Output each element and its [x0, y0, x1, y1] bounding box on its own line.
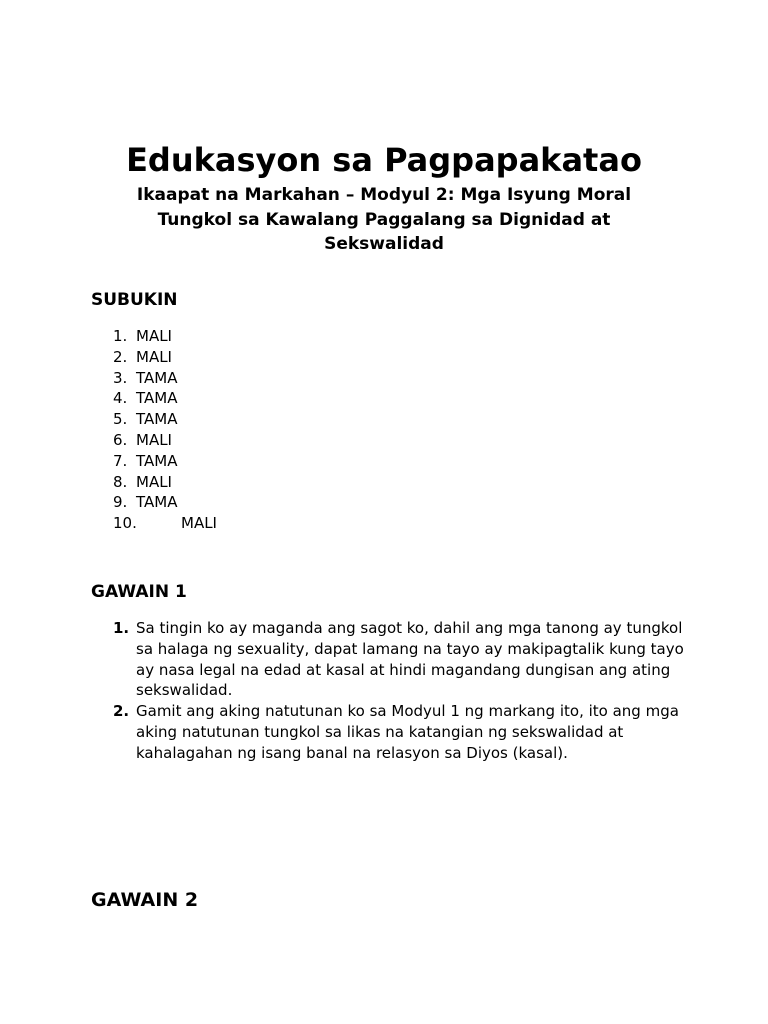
document-subtitle: Ikaapat na Markahan – Modyul 2: Mga Isyung Moral Tungkol sa Kawalang Paggalang sa Dignidad at Sekswalidad — [136, 185, 632, 254]
item-number: 1. — [113, 619, 130, 637]
item-answer: TAMA — [136, 451, 178, 470]
item-number: 1. — [113, 327, 128, 345]
item-text: Sa tingin ko ay maganda ang sagot ko, dahil ang mga tanong ay tungkol sa halaga ng sexuality, dapat lamang na tayo ay makipagtalik kung tayo ay nasa legal na edad at kasal at hindi magandang dungisan ang ating sekswalidad. — [136, 619, 684, 700]
list-item — [91, 618, 691, 701]
item-answer: MALI — [136, 472, 172, 491]
item-number: 9. — [113, 493, 128, 512]
item-text: Gamit ang aking natutunan ko sa Modyul 1 ng markang ito, ito ang mga aking natutunan tungkol sa likas na katangian ng sekswalidad at kahalagahan ng isang banal na relasyon sa Diyos (kasal). — [136, 702, 679, 762]
item-number: 8. — [113, 472, 128, 491]
section-heading-gawain-2: GAWAIN 2 — [91, 889, 199, 911]
item-number: 3. — [113, 368, 128, 387]
item-number: 7. — [113, 451, 128, 470]
item-answer: MALI — [136, 430, 172, 449]
item-number: 2. — [113, 347, 128, 366]
item-answer: TAMA — [136, 410, 178, 429]
section-heading-gawain-1: GAWAIN 1 — [91, 582, 187, 602]
item-answer: MALI — [136, 347, 172, 366]
section-heading-subukin: SUBUKIN — [91, 290, 178, 310]
item-answer: TAMA — [136, 389, 178, 408]
item-answer: TAMA — [136, 368, 178, 387]
item-number: 6. — [113, 430, 128, 449]
item-number: 5. — [113, 410, 128, 429]
item-answer: MALI — [181, 514, 217, 533]
list-item — [91, 701, 691, 763]
item-number: 10. — [113, 514, 137, 533]
item-number: 4. — [113, 389, 128, 408]
gawain-1-list — [91, 618, 691, 764]
item-answer: MALI — [136, 327, 172, 345]
item-number: 2. — [113, 702, 130, 721]
item-answer: TAMA — [136, 493, 178, 512]
document-title: Edukasyon sa Pagpapakatao — [126, 141, 642, 179]
